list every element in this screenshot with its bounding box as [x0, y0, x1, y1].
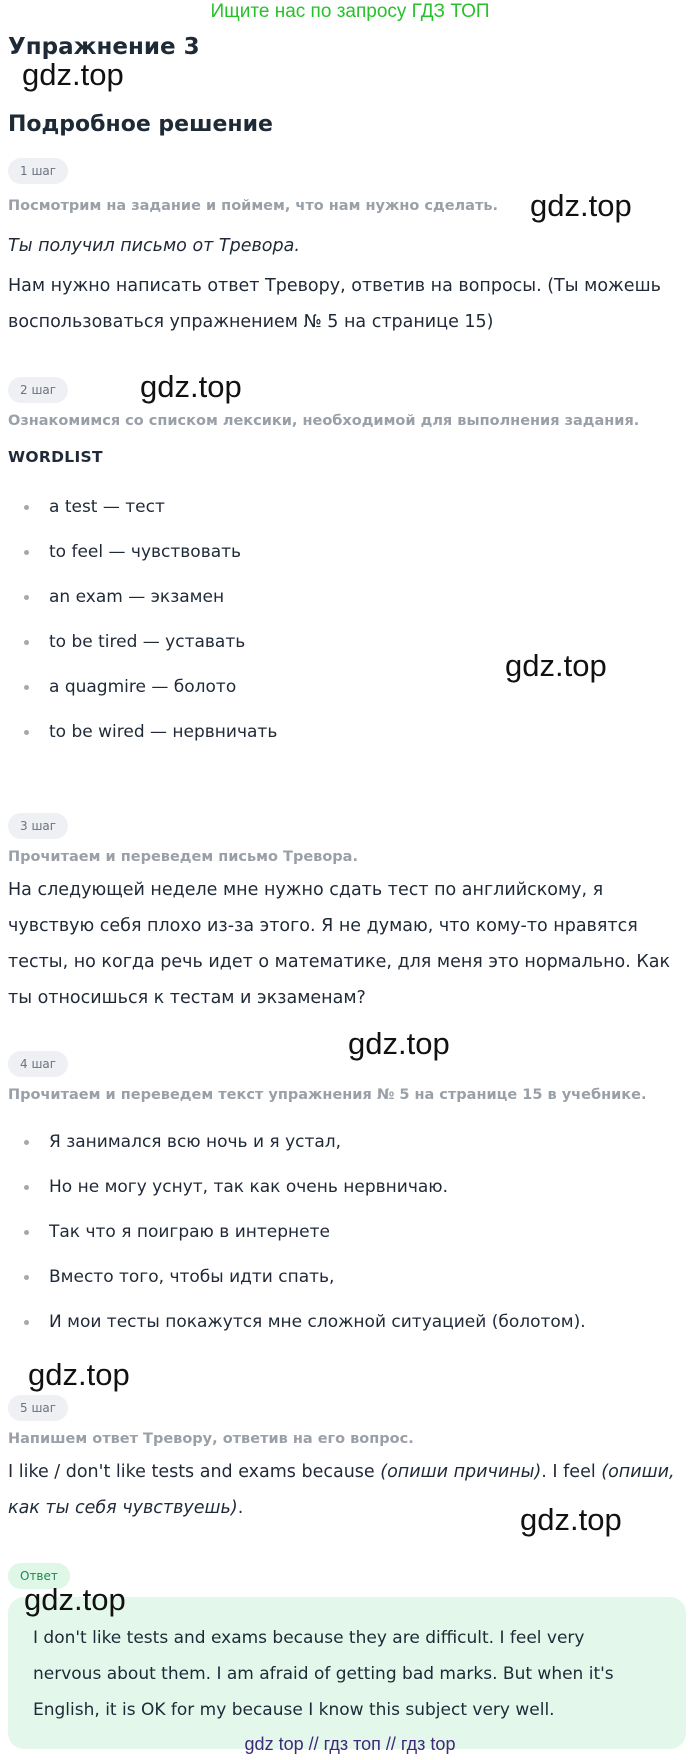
step-badge: 1 шаг [8, 158, 68, 184]
answer-badge: Ответ [8, 1563, 70, 1589]
wordlist [0, 485, 277, 755]
list-item: Но не могу уснут, так как очень нервничаю. [0, 1165, 586, 1210]
list-item: an exam — экзамен [0, 575, 277, 620]
step-badge: 3 шаг [8, 813, 68, 839]
list-item: Вместо того, чтобы идти спать, [0, 1255, 586, 1300]
list-item: И мои тесты покажутся мне сложной ситуацией (болотом). [0, 1300, 586, 1345]
step-title: Ознакомимся со списком лексики, необходимой для выполнения задания. [8, 413, 640, 429]
watermark: gdz.top [348, 1026, 450, 1061]
text-hint: (опиши, как ты себя чувствуешь) [8, 1462, 675, 1518]
watermark: gdz.top [24, 1582, 126, 1617]
text-part: I like / don't like tests and exams because [8, 1462, 381, 1482]
watermark: gdz.top [520, 1502, 622, 1537]
step-intro: Ты получил письмо от Тревора. [8, 236, 300, 256]
step-badge: 4 шаг [8, 1051, 68, 1077]
watermark: gdz.top [140, 369, 242, 404]
step-title: Напишем ответ Тревору, ответив на его вопрос. [8, 1431, 414, 1447]
watermark: gdz.top [505, 648, 607, 683]
list-item: Я занимался всю ночь и я устал, [0, 1120, 586, 1165]
list-item: to feel — чувствовать [0, 530, 277, 575]
step-title: Прочитаем и переведем текст упражнения № 5 на странице 15 в учебнике. [8, 1087, 647, 1103]
translation-list [0, 1120, 586, 1345]
watermark: gdz.top [28, 1357, 130, 1392]
wordlist-title: WORDLIST [8, 448, 103, 466]
text-part: . I feel [541, 1462, 602, 1482]
section-title: Подробное решение [8, 112, 273, 137]
answer-text: I don't like tests and exams because they are difficult. I feel very nervous about them. I am afraid of getting bad marks. But when it's English, it is OK for my because I know this subject very well. [33, 1628, 614, 1720]
page-title: Упражнение 3 [8, 34, 200, 60]
footer-links: gdz top // гдз топ // гдз top [244, 1734, 456, 1754]
list-item: Так что я поиграю в интернете [0, 1210, 586, 1255]
text-part: . [237, 1498, 244, 1518]
search-banner: Ищите нас по запросу ГДЗ ТОП [210, 1, 490, 22]
list-item: to be tired — уставать [0, 620, 277, 665]
watermark: gdz.top [22, 57, 124, 92]
step-badge: 2 шаг [8, 377, 68, 403]
list-item: a quagmire — болото [0, 665, 277, 710]
step-badge: 5 шаг [8, 1395, 68, 1421]
step-text: Нам нужно написать ответ Тревору, ответив на вопросы. (Ты можешь воспользоваться упражнением № 5 на странице 15) [8, 276, 661, 332]
step-text: На следующей неделе мне нужно сдать тест по английскому, я чувствую себя плохо из-за этого. Я не думаю, что кому-то нравятся тесты, но когда речь идет о математике, для меня это нормально. Как ты относишься к тестам и экзаменам? [8, 880, 671, 1008]
step-title: Прочитаем и переведем письмо Тревора. [8, 849, 358, 865]
list-item: to be wired — нервничать [0, 710, 277, 755]
text-hint: (опиши причины) [380, 1462, 542, 1482]
watermark: gdz.top [530, 188, 632, 223]
step-title: Посмотрим на задание и поймем, что нам нужно сделать. [8, 198, 499, 214]
list-item: a test — тест [0, 485, 277, 530]
